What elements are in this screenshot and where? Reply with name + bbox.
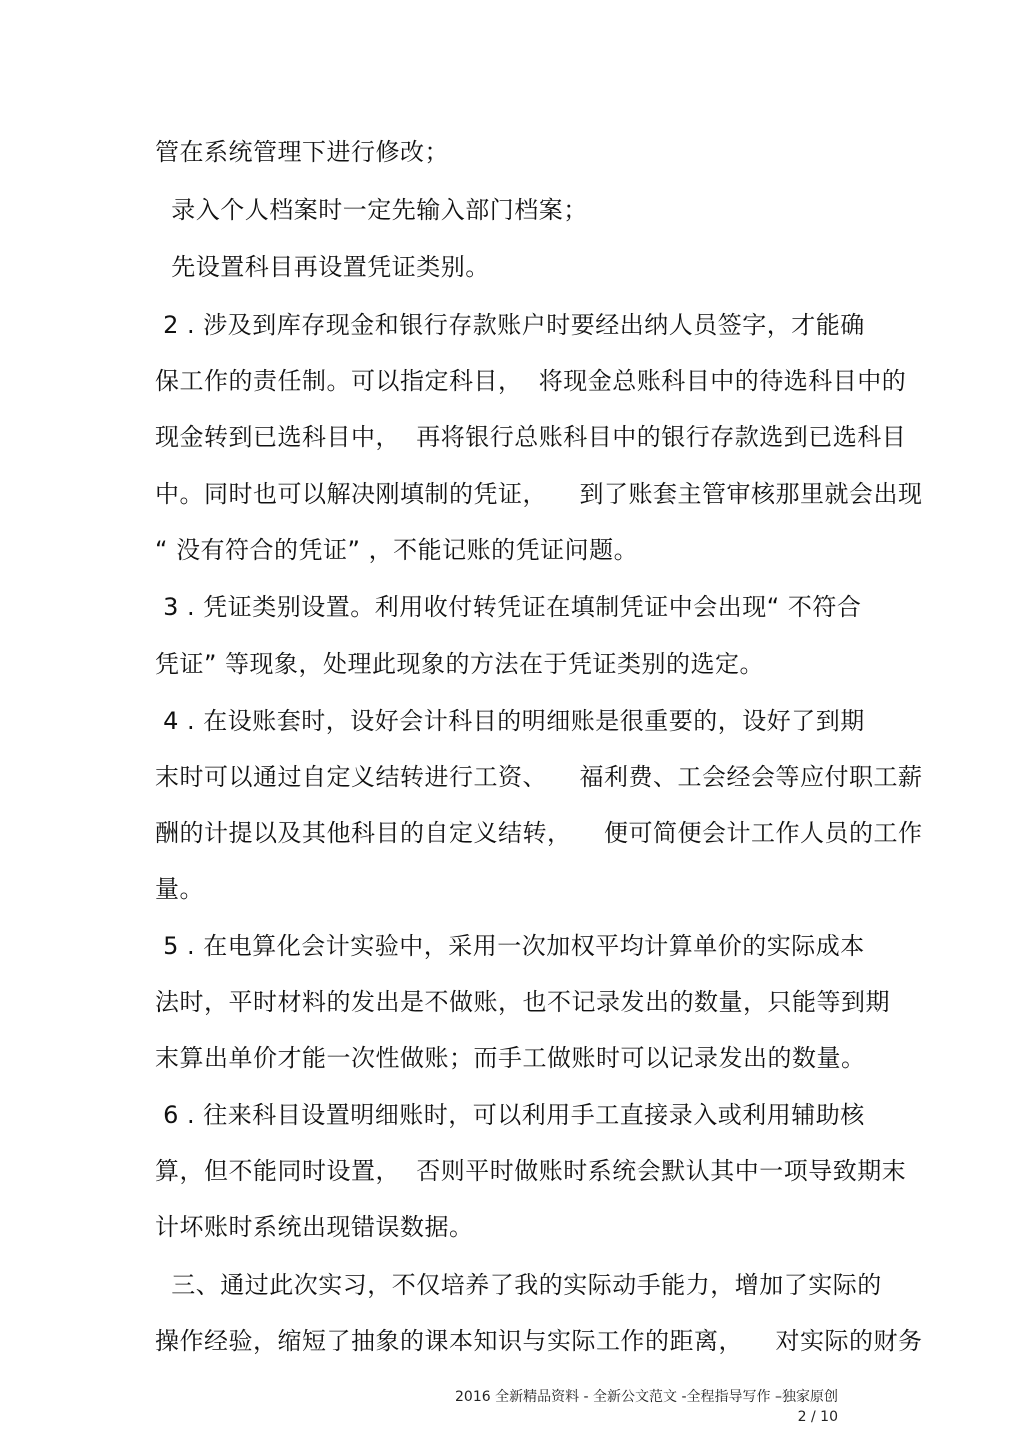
- body-line: 保工作的责任制。可以指定科目， 将现金总账科目中的待选科目中的: [155, 367, 907, 395]
- body-line: 末算出单价才能一次性做账；而手工做账时可以记录发出的数量。: [155, 1044, 866, 1072]
- body-line: 末时可以通过自定义结转进行工资、 福利费、工会经会等应付职工薪: [155, 763, 923, 791]
- body-line: 录入个人档案时一定先输入部门档案；: [155, 196, 588, 224]
- body-line: 操作经验，缩短了抽象的课本知识与实际工作的距离， 对实际的财务: [155, 1327, 923, 1355]
- body-line: 三、通过此次实习，不仅培养了我的实际动手能力，增加了实际的: [155, 1271, 882, 1299]
- body-line: 6 . 往来科目设置明细账时，可以利用手工直接录入或利用辅助核: [155, 1101, 865, 1129]
- body-line: 算，但不能同时设置， 否则平时做账时系统会默认其中一项导致期末: [155, 1157, 907, 1185]
- body-line: 凭证” 等现象，处理此现象的方法在于凭证类别的选定。: [155, 650, 765, 678]
- body-line: 法时，平时材料的发出是不做账，也不记录发出的数量，只能等到期: [155, 988, 890, 1016]
- body-line: “ 没有符合的凭证” ，不能记账的凭证问题。: [155, 536, 639, 564]
- footer-tagline: 2016 全新精品资料 - 全新公文范文 -全程指导写作 –独家原创: [455, 1389, 838, 1405]
- body-line: 2 . 涉及到库存现金和银行存款账户时要经出纳人员签字，才能确: [155, 311, 865, 339]
- body-line: 5 . 在电算化会计实验中，采用一次加权平均计算单价的实际成本: [155, 932, 865, 960]
- body-line: 3 . 凭证类别设置。利用收付转凭证在填制凭证中会出现“ 不符合: [155, 593, 862, 621]
- body-line: 4 . 在设账套时，设好会计科目的明细账是很重要的，设好了到期: [155, 707, 865, 735]
- body-line: 现金转到已选科目中， 再将银行总账科目中的银行存款选到已选科目: [155, 423, 907, 451]
- page-number: 2 / 10: [797, 1409, 838, 1425]
- body-line: 计坏账时系统出现错误数据。: [155, 1213, 474, 1241]
- body-line: 量。: [155, 875, 204, 903]
- body-line: 先设置科目再设置凭证类别。: [155, 253, 490, 281]
- body-line: 管在系统管理下进行修改；: [155, 138, 449, 166]
- body-line: 中。同时也可以解决刚填制的凭证， 到了账套主管审核那里就会出现: [155, 480, 923, 508]
- body-line: 酬的计提以及其他科目的自定义结转， 便可简便会计工作人员的工作: [155, 819, 923, 847]
